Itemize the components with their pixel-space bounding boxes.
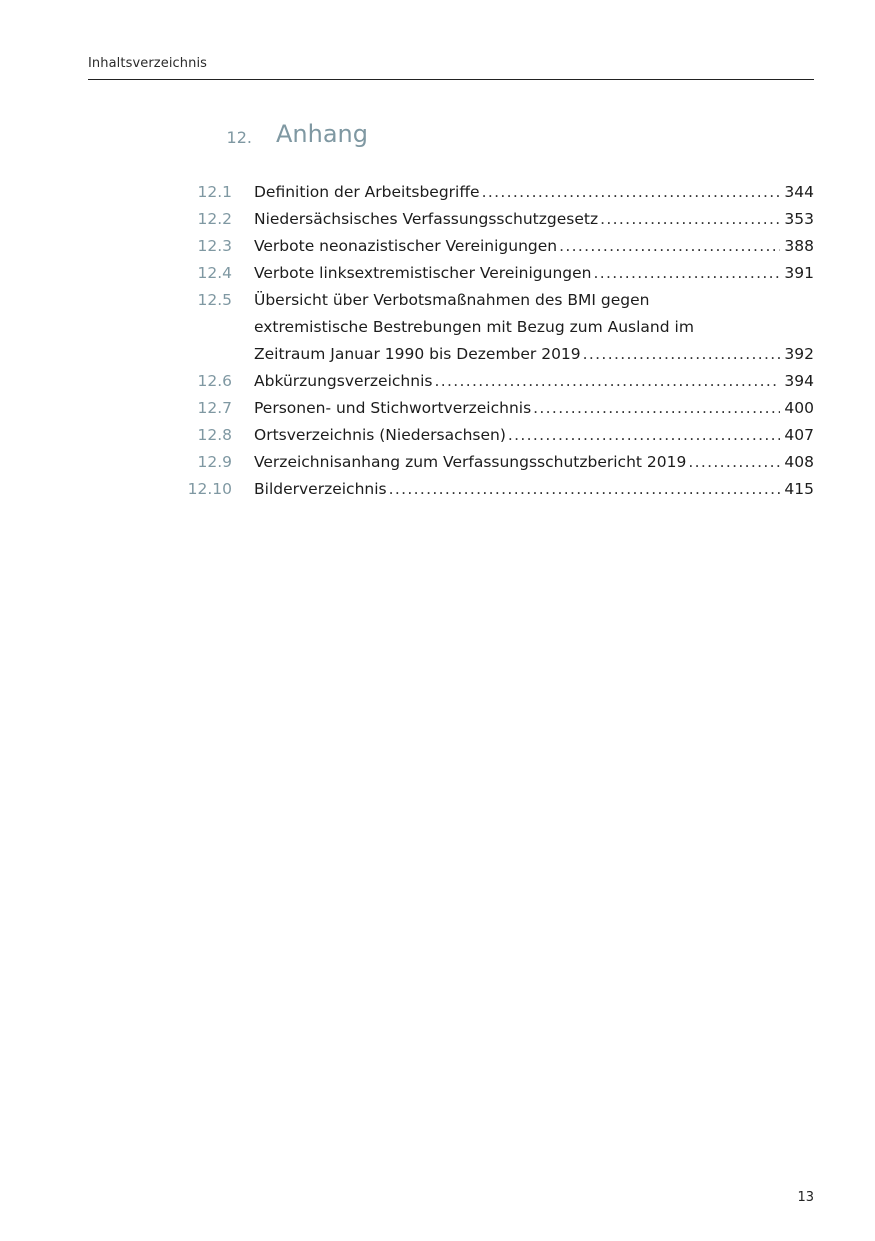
toc-entry[interactable] <box>180 206 814 233</box>
toc-entry-page: 392 <box>784 345 814 363</box>
dot-leader <box>434 368 780 395</box>
toc-entry-number: 12.8 <box>197 426 232 444</box>
toc-entry-title: Verbote neonazistischer Vereinigungen <box>254 237 558 255</box>
toc-entry-number: 12.3 <box>197 237 232 255</box>
toc-entry-page: 388 <box>784 237 814 255</box>
toc-entry-number: 12.4 <box>197 264 232 282</box>
toc-entry-page: 391 <box>784 264 814 282</box>
toc-entry-page: 353 <box>784 210 814 228</box>
dot-leader <box>600 206 780 233</box>
toc-entry-page: 394 <box>784 372 814 390</box>
chapter-number: 12. <box>226 128 252 147</box>
dot-leader <box>583 341 781 368</box>
toc-entry[interactable] <box>180 179 814 206</box>
toc-entry-title: Definition der Arbeitsbegriffe <box>254 183 480 201</box>
toc-entry[interactable] <box>180 260 814 287</box>
toc-entry-number: 12.6 <box>197 372 232 390</box>
toc-entry-page: 408 <box>784 453 814 471</box>
toc-entry-page: 407 <box>784 426 814 444</box>
toc-entry-number: 12.9 <box>197 453 232 471</box>
toc-entry[interactable] <box>180 287 814 368</box>
toc-entry[interactable] <box>180 476 814 503</box>
dot-leader <box>482 179 781 206</box>
page-number: 13 <box>797 1190 814 1205</box>
chapter-title: Anhang <box>276 120 368 148</box>
toc-entry-number: 12.7 <box>197 399 232 417</box>
table-of-contents <box>180 179 814 503</box>
toc-entry-title: Ortsverzeichnis (Niedersachsen) <box>254 426 506 444</box>
dot-leader <box>533 395 780 422</box>
toc-entry-title: Niedersächsisches Verfassungsschutzgesetz <box>254 210 599 228</box>
toc-entry-title-line: extremistische Bestrebungen mit Bezug zum Ausland im <box>254 318 694 336</box>
toc-entry-number: 12.5 <box>197 291 232 309</box>
toc-entry-title: Abkürzungsverzeichnis <box>254 372 433 390</box>
header-rule <box>88 79 814 80</box>
toc-entry-title: Verbote linksextremistischer Vereinigungen <box>254 264 592 282</box>
toc-entry-title: Verzeichnisanhang zum Verfassungsschutzbericht 2019 <box>254 453 687 471</box>
toc-entry-title: Zeitraum Januar 1990 bis Dezember 2019 <box>254 345 581 363</box>
dot-leader <box>594 260 781 287</box>
toc-entry-number: 12.10 <box>187 480 232 498</box>
toc-entry[interactable] <box>180 449 814 476</box>
dot-leader <box>389 476 781 503</box>
toc-entry[interactable] <box>180 395 814 422</box>
toc-entry-page: 344 <box>784 183 814 201</box>
toc-entry[interactable] <box>180 422 814 449</box>
toc-entry-number: 12.1 <box>197 183 232 201</box>
toc-entry-number: 12.2 <box>197 210 232 228</box>
dot-leader <box>559 233 780 260</box>
running-header: Inhaltsverzeichnis <box>88 56 208 71</box>
dot-leader <box>508 422 781 449</box>
toc-entry[interactable] <box>180 368 814 395</box>
toc-entry-page: 415 <box>784 480 814 498</box>
toc-entry-title: Personen- und Stichwortverzeichnis <box>254 399 532 417</box>
dot-leader <box>688 449 780 476</box>
toc-entry[interactable] <box>180 233 814 260</box>
toc-entry-title: Bilderverzeichnis <box>254 480 387 498</box>
toc-entry-page: 400 <box>784 399 814 417</box>
toc-entry-title-line: Übersicht über Verbotsmaßnahmen des BMI gegen <box>254 291 650 309</box>
